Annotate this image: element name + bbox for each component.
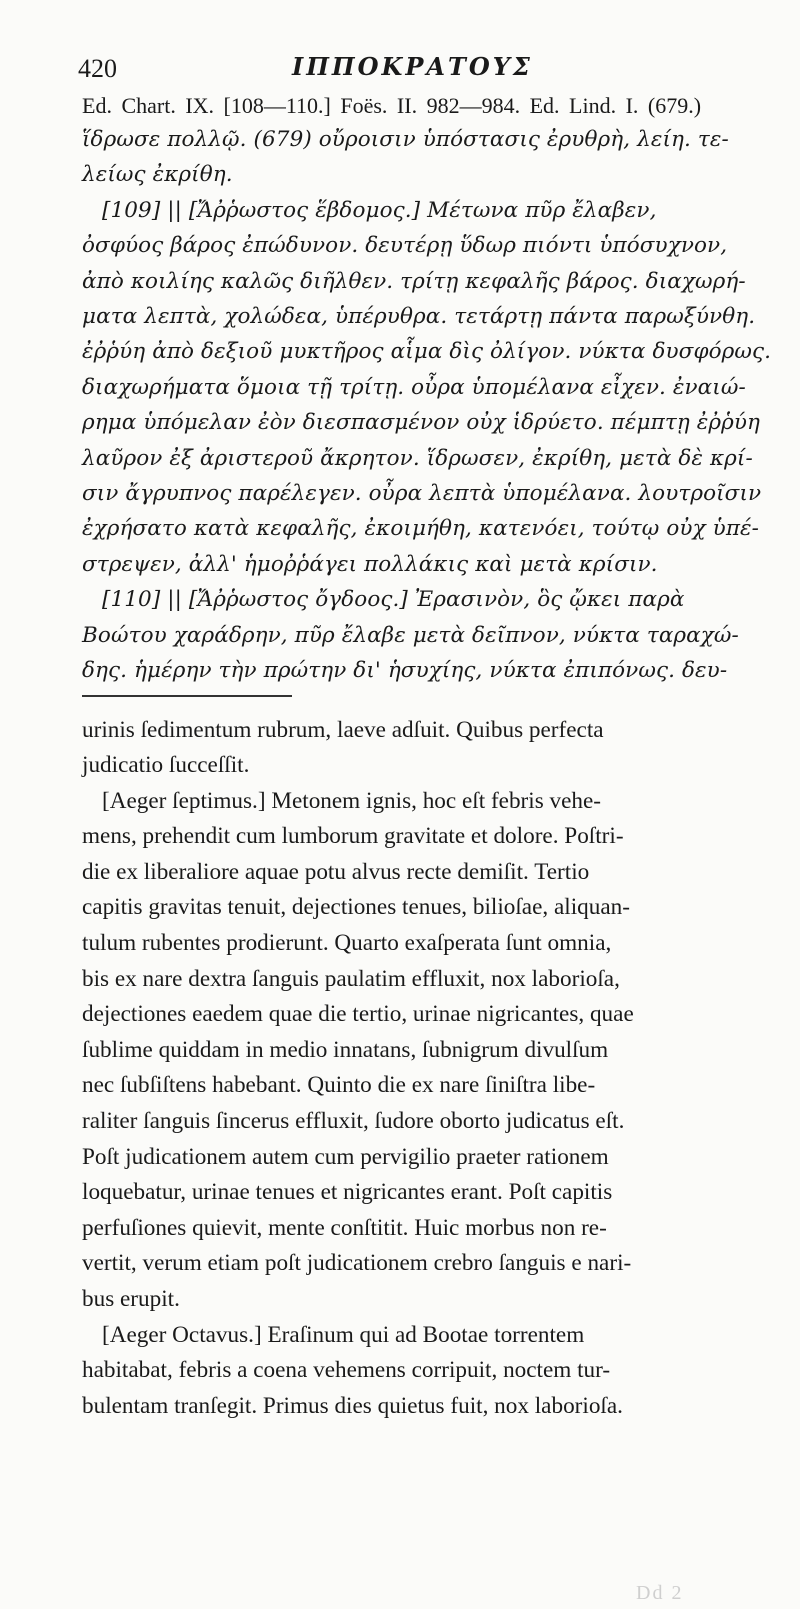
latin-line: bus erupit. <box>82 1286 180 1312</box>
greek-line: [110] || [Ἄῤῥωστος ὄγδοος.] Ἐρασινὸν, ὃς ᾤκει παρὰ <box>102 587 685 613</box>
greek-line: λείως ἐκρίθη. <box>82 162 233 188</box>
greek-line: ρημα ὑπόμελαν ἐὸν διεσπασμένον οὐχ ἱδρύετο. πέμπτῃ ἐῤῥύη <box>82 410 761 436</box>
latin-line: [Aeger ſeptimus.] Metonem ignis, hoc eſt febris vehe- <box>102 787 602 814</box>
latin-line: urinis ſedimentum rubrum, laeve adſuit. Quibus perfecta <box>82 716 604 743</box>
latin-line: dejectiones eaedem quae die tertio, urinae nigricantes, quae <box>82 1001 634 1028</box>
greek-line: ἐῤῥύη ἀπὸ δεξιοῦ μυκτῆρος αἷμα δὶς ὀλίγον. νύκτα δυσφόρως. <box>82 339 772 365</box>
greek-line: λαῦρον ἐξ ἀριστεροῦ ἄκρητον. ἵδρωσεν, ἐκρίθη, μετὰ δὲ κρί- <box>82 445 753 471</box>
greek-line: στρεψεν, ἀλλ' ἡμοῤῥάγει πολλάκις καὶ μετὰ κρίσιν. <box>82 551 658 577</box>
latin-text-block <box>82 713 778 1425</box>
greek-line: ἀπὸ κοιλίης καλῶς διῆλθεν. τρίτῃ κεφαλῆς βάρος. διαχωρή- <box>82 268 746 294</box>
latin-line: judicatio ſucceſſit. <box>82 752 250 779</box>
greek-line: Βοώτου χαράδρην, πῦρ ἔλαβε μετὰ δεῖπνον, νύκτα ταραχώ- <box>82 622 739 648</box>
greek-line: δης. ἡμέρην τὴν πρώτην δι' ἡσυχίης, νύκτα ἐπιπόνως. δευ- <box>82 658 728 684</box>
greek-line: σιν ἄγρυπνος παρέλεγεν. οὖρα λεπτὰ ὑπομέλανα. λουτροῖσιν <box>82 481 762 507</box>
printer-signature-mark: Dd 2 <box>636 1582 684 1604</box>
greek-line: [109] || [Ἄῤῥωστος ἕβδομος.] Μέτωνα πῦρ ἔλαβεν, <box>102 197 657 223</box>
latin-line: [Aeger Octavus.] Eraſinum qui ad Bootae torrentem <box>102 1321 585 1348</box>
latin-line: die ex liberaliore aquae potu alvus recte demiſit. Tertio <box>82 858 590 885</box>
greek-line: ἵδρωσε πολλῷ. (679) οὔροισιν ὑπόστασις ἐρυθρὴ, λείη. τε- <box>82 127 729 152</box>
latin-line: Poſt judicationem autem cum pervigilio praeter rationem <box>82 1143 609 1170</box>
latin-line: bulentam tranſegit. Primus dies quietus fuit, nox laborioſa. <box>82 1392 623 1419</box>
greek-text-block <box>82 122 778 689</box>
latin-line: vertit, verum etiam poſt judicationem crebro ſanguis e nari- <box>82 1250 632 1277</box>
latin-line: mens, prehendit cum lumborum gravitate et dolore. Poſtri- <box>82 823 624 850</box>
latin-line: loquebatur, urinae tenues et nigricantes erant. Poſt capitis <box>82 1179 613 1206</box>
greek-line: ὀσφύος βάρος ἐπώδυνον. δευτέρῃ ὕδωρ πιόντι ὑπόσυχνον, <box>82 233 728 259</box>
edition-reference: Ed. Chart. IX. [108—110.] Foës. II. 982—984. Ed. Lind. I. (679.) <box>82 93 702 118</box>
running-title: ΙΠΠΟΚΡΑΤΟΥΣ <box>292 52 533 81</box>
latin-line: perfuſiones quievit, mente conſtitit. Huic morbus non re- <box>82 1214 607 1241</box>
page-number: 420 <box>78 54 117 83</box>
latin-line: tulum rubentes prodierunt. Quarto exaſperata ſunt omnia, <box>82 930 612 957</box>
latin-line: nec ſubſiſtens habebant. Quinto die ex nare ſiniſtra libe- <box>82 1072 596 1099</box>
latin-line: raliter ſanguis ſincerus effluxit, ſudore oborto judicatus eſt. <box>82 1108 625 1135</box>
latin-line: bis ex nare dextra ſanguis paulatim effluxit, nox laborioſa, <box>82 965 620 992</box>
page-header <box>78 46 778 86</box>
latin-line: capitis gravitas tenuit, dejectiones tenues, bilioſae, aliquan- <box>82 894 630 921</box>
greek-line: ἐχρήσατο κατὰ κεφαλῆς, ἐκοιμήθη, κατενόει, τούτῳ οὐχ ὑπέ- <box>82 516 760 542</box>
latin-line: ſublime quiddam in medio innatans, ſubnigrum divulſum <box>82 1036 609 1063</box>
latin-line: habitabat, febris a coena vehemens corripuit, noctem tur- <box>82 1357 611 1384</box>
section-divider <box>82 695 292 697</box>
greek-line: διαχωρήματα ὅμοια τῇ τρίτῃ. οὖρα ὑπομέλανα εἶχεν. ἐναιώ- <box>82 374 746 400</box>
greek-line: ματα λεπτὰ, χολώδεα, ὑπέρυθρα. τετάρτῃ πάντα παρωξύνθη. <box>82 304 756 330</box>
